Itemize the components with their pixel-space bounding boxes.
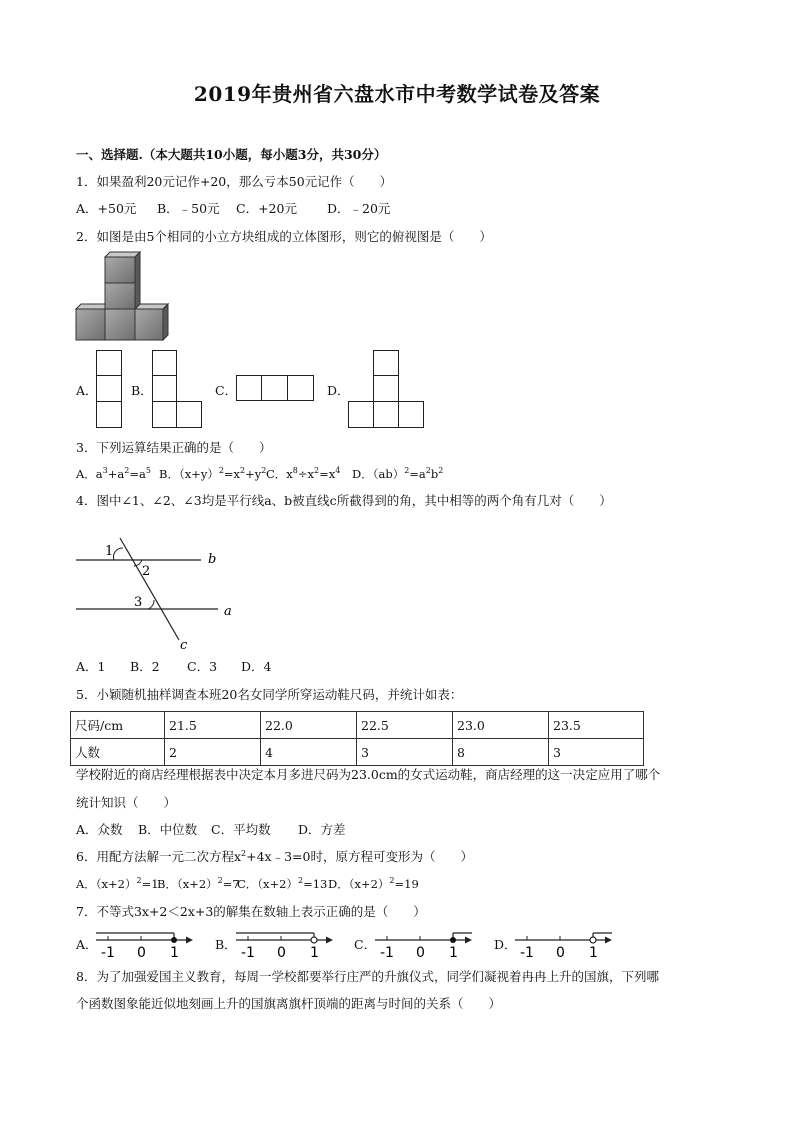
line-a-label: a [224,604,232,619]
q5-option-b: B．中位数 [138,822,198,837]
q3-option-a: A．$a^3+a^2=a^5$ [76,466,151,481]
q5-option-d: D．方差 [298,822,346,837]
q7-option-a: A． [76,937,98,952]
table-cell: 22.0 [261,712,357,739]
tick-label: 1 [449,945,458,961]
q6-option-b: B．$(x+2)^2=7$ [157,876,240,891]
table-cell: 3 [357,739,453,766]
table-cell: 22.5 [357,712,453,739]
cube-stack-figure [72,247,172,347]
q7-number-line-d [513,926,613,960]
q6-option-d: D．$(x+2)^2=19$ [328,876,419,891]
question-6-stem: 6．用配方法解一元二次方程$x^2+4x﹣3=0$时，原方程可变形为（ ） [76,848,473,864]
q2-option-a-figure [96,350,122,428]
table-cell: 21.5 [165,712,261,739]
q5-followup-line1: 学校附近的商店经理根据表中决定本月多进尺码为23.0cm的女式运动鞋，商店经理的这一决定应用了哪个 [76,767,661,782]
page-title: 2019年贵州省六盘水市中考数学试卷及答案 [193,82,601,106]
table-cell: 4 [261,739,357,766]
angle-1-label: 1 [105,544,114,559]
table-cell: 8 [453,739,549,766]
q1-option-c: C．+20元 [236,201,297,216]
q2-option-d-figure [348,350,424,428]
shoe-size-table [70,711,644,766]
question-7-stem: 7．不等式3x+2＜2x+3的解集在数轴上表示正确的是（ ） [76,904,426,919]
tick-label: -1 [520,945,534,961]
parallel-lines-figure [76,535,246,653]
q1-option-b: B．﹣50元 [157,201,220,216]
q2-option-b: B． [131,383,153,398]
q2-option-b-figure [152,350,202,428]
question-8-line1: 8．为了加强爱国主义教育，每周一学校都要举行庄严的升旗仪式，同学们凝视着冉冉上升的国旗，下列哪 [76,969,659,984]
question-1-stem: 1．如果盈利20元记作+20，那么亏本50元记作（ ） [76,174,393,189]
question-2-stem: 2．如图是由5个相同的小立方块组成的立体图形，则它的俯视图是（ ） [76,229,492,244]
table-cell: 3 [549,739,644,766]
line-b-label: b [208,552,217,567]
tick-label: -1 [241,945,255,961]
q4-option-b: B．2 [130,659,160,674]
tick-label: 1 [589,945,598,961]
q5-option-c: C．平均数 [211,822,271,837]
table-cell: 23.0 [453,712,549,739]
table-cell: 2 [165,739,261,766]
q7-option-c: C． [354,937,377,952]
line-c-label: c [180,638,188,653]
section-heading: 一、选择题.（本大题共10小题，每小题3分，共30分） [76,147,387,162]
q4-option-c: C．3 [187,659,218,674]
angle-2-label: 2 [142,564,151,579]
q1-option-a: A．+50元 [76,201,137,216]
q2-option-c: C． [215,383,238,398]
q7-number-line-a [94,926,194,960]
question-8-line2: 个函数图象能近似地刻画上升的国旗离旗杆顶端的距离与时间的关系（ ） [76,996,502,1011]
question-5-stem: 5．小颖随机抽样调查本班20名女同学所穿运动鞋尺码，并统计如表： [76,687,463,702]
tick-label: 0 [556,945,565,961]
q2-option-a: A． [76,383,98,398]
q7-option-d: D． [494,937,517,952]
q7-number-line-b [234,926,334,960]
q2-option-d: D． [327,383,350,398]
q5-option-a: A．众数 [76,822,123,837]
question-3-stem: 3．下列运算结果正确的是（ ） [76,440,272,455]
table-row [71,712,644,739]
q1-option-d: D．﹣20元 [327,201,391,216]
table-cell: 尺码/cm [71,712,165,739]
q4-option-a: A．1 [76,659,106,674]
table-row [71,739,644,766]
tick-label: -1 [101,945,115,961]
q3-option-d: D．$(ab)^2=a^2b^2$ [352,466,444,481]
tick-label: 0 [277,945,286,961]
question-4-stem: 4．图中∠1、∠2、∠3均是平行线a、b被直线c所截得到的角，其中相等的两个角有几对（ ） [76,493,612,508]
q6-option-a: A．$(x+2)^2=1$ [76,876,159,891]
q6-option-c: C．$(x+2)^2=13$ [237,876,328,891]
q2-option-c-figure [236,375,314,401]
tick-label: 0 [416,945,425,961]
table-cell: 23.5 [549,712,644,739]
q3-option-b: B．$(x+y)^2=x^2+y^2$ [159,466,267,481]
q4-option-d: D．4 [241,659,272,674]
q3-option-c: C．$x^8\div x^2=x^4$ [266,466,341,481]
tick-label: 1 [310,945,319,961]
q7-option-b: B． [215,937,237,952]
q5-followup-line2: 统计知识（ ） [76,795,177,810]
tick-label: 1 [170,945,179,961]
tick-label: -1 [380,945,394,961]
tick-label: 0 [137,945,146,961]
q7-number-line-c [373,926,473,960]
angle-3-label: 3 [134,595,143,610]
table-cell: 人数 [71,739,165,766]
